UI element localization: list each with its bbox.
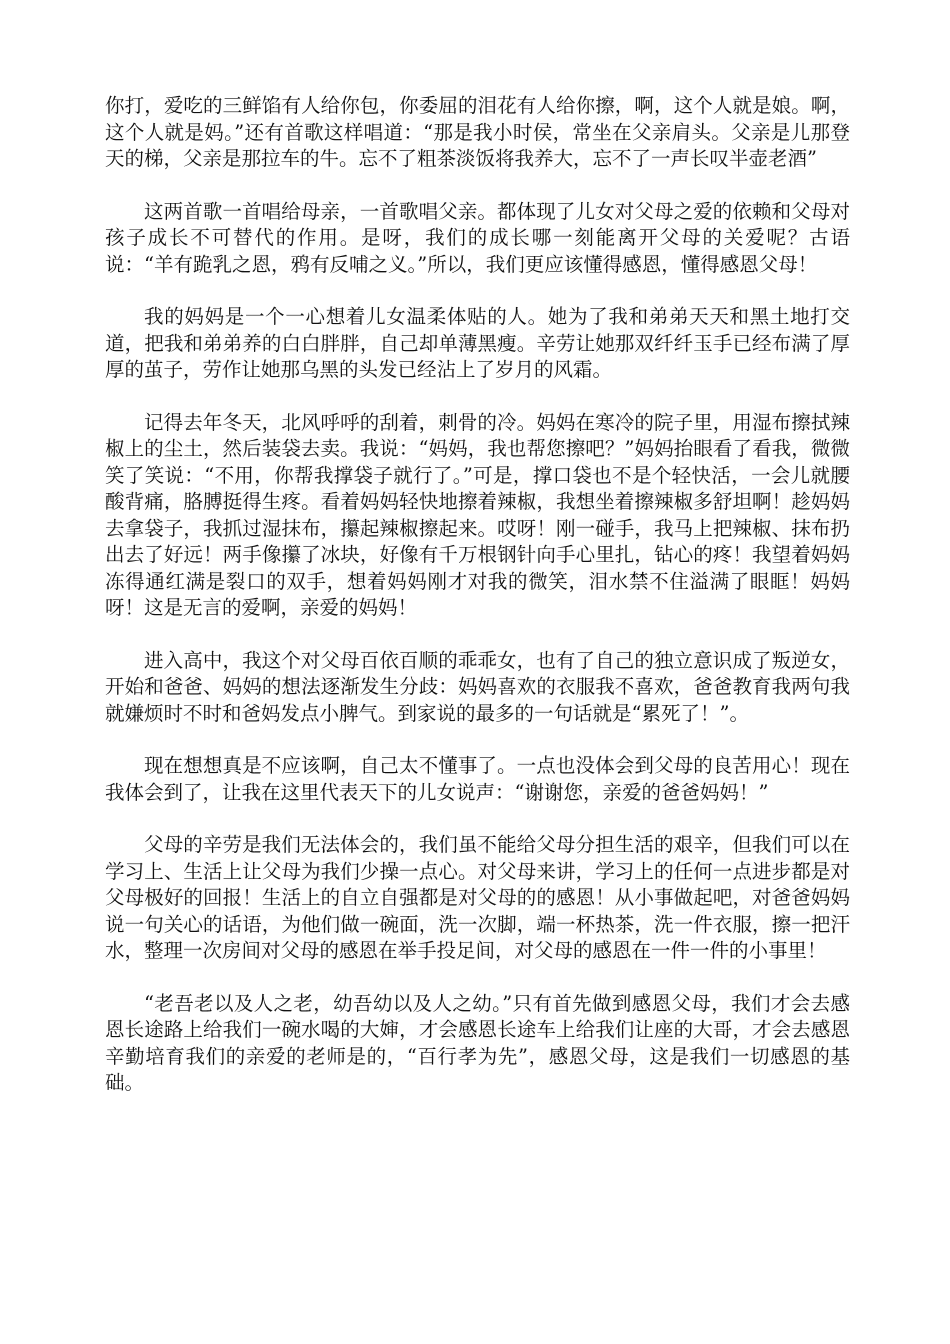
paragraph-3: 我的妈妈是一个一心想着儿女温柔体贴的人。她为了我和弟弟天天和黑土地打交道，把我和弟弟养的白白胖胖，自己却单薄黑瘦。辛劳让她那双纤纤玉手已经布满了厚厚的茧子，劳作让她那乌黑的头发已经沾上了岁月的风霜。: [105, 305, 850, 381]
paragraph-6: 现在想想真是不应该啊，自己太不懂事了。一点也没体会到父母的良苦用心！现在我体会到了，让我在这里代表天下的儿女说声：“谢谢您，亲爱的爸爸妈妈！”: [105, 754, 850, 804]
paragraph-7: 父母的辛劳是我们无法体会的，我们虽不能给父母分担生活的艰辛，但我们可以在学习上、生活上让父母为我们少操一点心。对父母来讲，学习上的任何一点进步都是对父母极好的回报！生活上的自立自强都是对父母的的感恩！从小事做起吧，对爸爸妈妈说一句关心的话语，为他们做一碗面，洗一次脚，端一杯热茶，洗一件衣服，擦一把汗水，整理一次房间对父母的感恩在举手投足间，对父母的感恩在一件一件的小事里！: [105, 833, 850, 962]
paragraph-8: “老吾老以及人之老，幼吾幼以及人之幼。”只有首先做到感恩父母，我们才会去感恩长途路上给我们一碗水喝的大婶，才会感恩长途车上给我们让座的大哥，才会去感恩辛勤培育我们的亲爱的老师是的，“百行孝为先”，感恩父母，这是我们一切感恩的基础。: [105, 991, 850, 1094]
paragraph-5: 进入高中，我这个对父母百依百顺的乖乖女，也有了自己的独立意识成了叛逆女，开始和爸爸、妈妈的想法逐渐发生分歧：妈妈喜欢的衣服我不喜欢，爸爸教育我两句我就嫌烦时不时和爸妈发点小脾气。到家说的最多的一句话就是“累死了！”。: [105, 648, 850, 725]
paragraph-2: 这两首歌一首唱给母亲，一首歌唱父亲。都体现了儿女对父母之爱的依赖和父母对孩子成长不可替代的作用。是呀，我们的成长哪一刻能离开父母的关爱呢？古语说：“羊有跪乳之恩，鸦有反哺之义。”所以，我们更应该懂得感恩，懂得感恩父母！: [105, 199, 850, 276]
document-page: [105, 93, 850, 1123]
paragraph-4: 记得去年冬天，北风呼呼的刮着，刺骨的冷。妈妈在寒冷的院子里，用湿布擦拭辣椒上的尘土，然后装袋去卖。我说：“妈妈，我也帮您擦吧？”妈妈抬眼看了看我，微微笑了笑说：“不用，你帮我撑袋子就行了。”可是，撑口袋也不是个轻快活，一会儿就腰酸背痛，胳膊挺得生疼。看着妈妈轻快地擦着辣椒，我想坐着擦辣椒多舒坦啊！趁妈妈去拿袋子，我抓过湿抹布，攥起辣椒擦起来。哎呀！刚一碰手，我马上把辣椒、抹布扔出去了好远！两手像攥了冰块，好像有千万根钢针向手心里扎，钻心的疼！我望着妈妈冻得通红满是裂口的双手，想着妈妈刚才对我的微笑，泪水禁不住溢满了眼眶！妈妈呀！这是无言的爱啊，亲爱的妈妈！: [105, 410, 850, 619]
paragraph-1: 你打，爱吃的三鲜馅有人给你包，你委屈的泪花有人给你擦，啊，这个人就是娘。啊，这个人就是妈。”还有首歌这样唱道：“那是我小时侯，常坐在父亲肩头。父亲是儿那登天的梯，父亲是那拉车的牛。忘不了粗茶淡饭将我养大，忘不了一声长叹半壶老酒”: [105, 94, 850, 170]
